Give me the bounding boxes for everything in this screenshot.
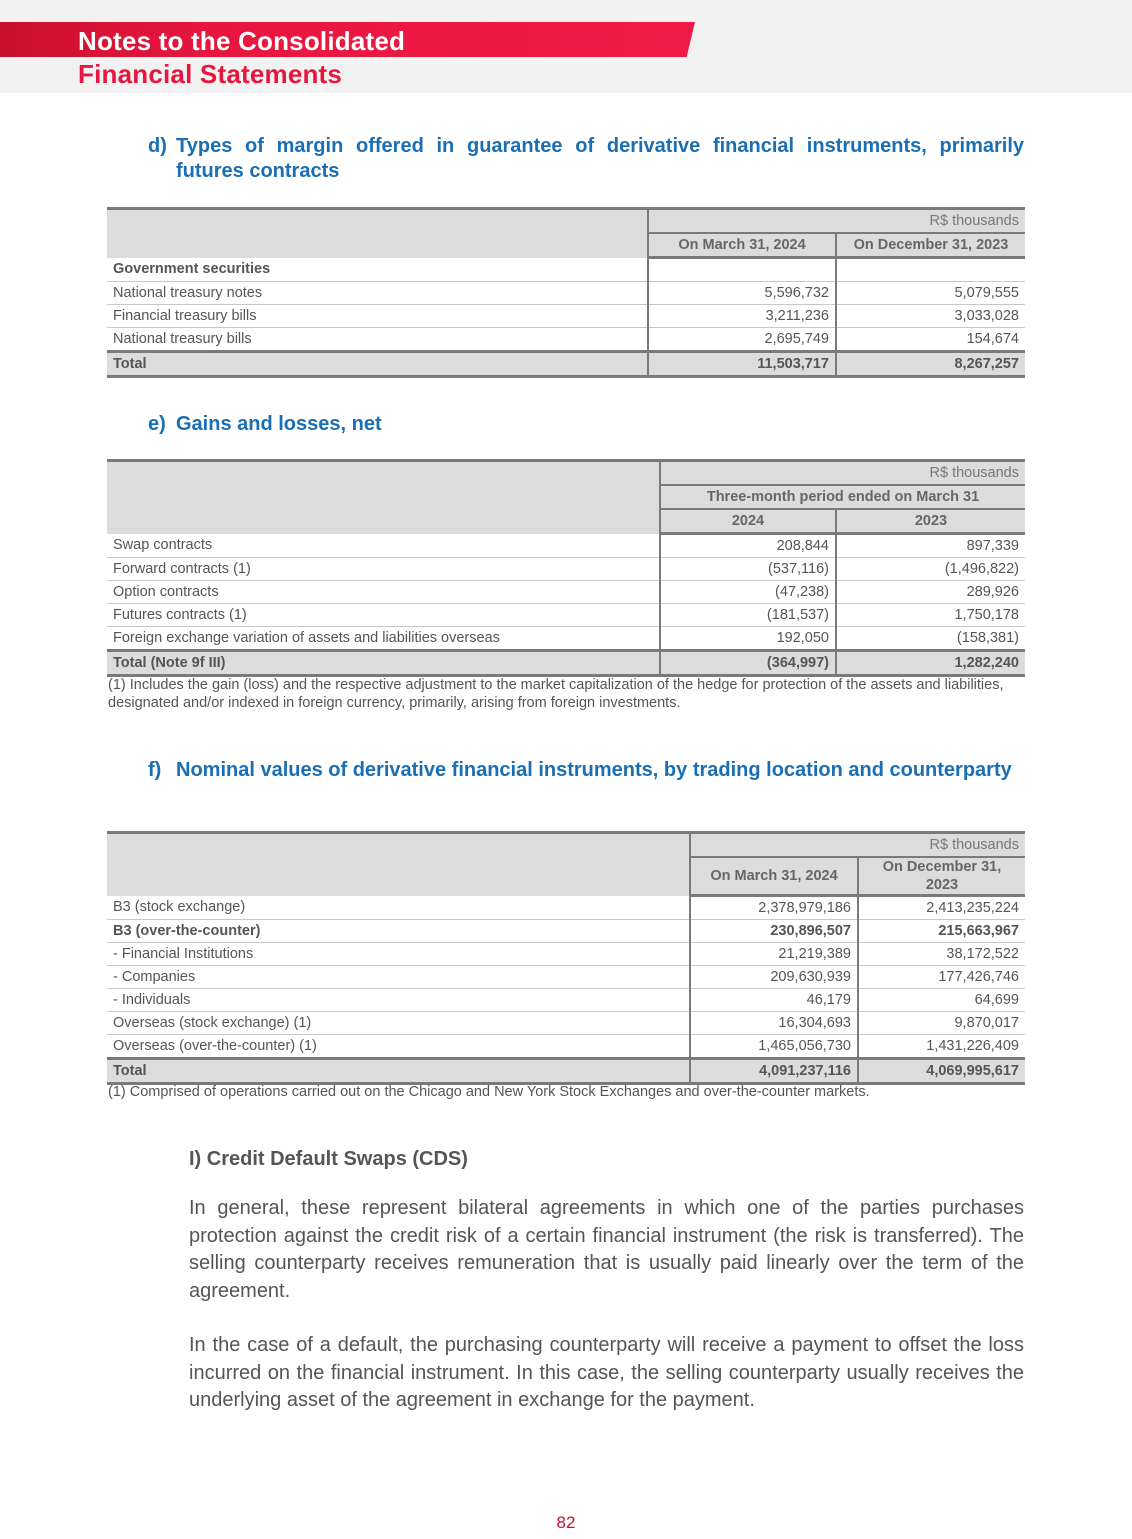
page-number: 82 <box>556 1513 576 1532</box>
total-value-2024: (364,997) <box>660 651 836 676</box>
row-value-2023: 3,033,028 <box>836 305 1025 328</box>
cds-paragraph-1: In general, these represent bilateral agreements in which one of the parties purchases protection against the credit risk of a certain financial instrument (the risk is transferred). The selling counterparty receives remuneration that is usually paid linearly over the term of the agreement. <box>189 1197 1024 1302</box>
cds-heading: I) Credit Default Swaps (CDS) <box>189 1148 468 1170</box>
table-d-col-1: On March 31, 2024 <box>648 233 836 258</box>
section-e-footnote: (1) Includes the gain (loss) and the respective adjustment to the market capitalization of the hedge for protection of the assets and liabilities, designated and/or indexed in foreign currency, primarily, arising from foreign investments. <box>108 677 1004 711</box>
row-label: - Individuals <box>107 989 690 1012</box>
table-d-header-blank <box>107 209 648 258</box>
total-label: Total (Note 9f III) <box>107 651 660 676</box>
row-value-2023: 154,674 <box>836 328 1025 352</box>
row-label: - Financial Institutions <box>107 943 690 966</box>
row-label: B3 (over-the-counter) <box>107 920 690 943</box>
table-row <box>107 627 1025 651</box>
row-label: Overseas (stock exchange) (1) <box>107 1012 690 1035</box>
table-row <box>107 896 1025 920</box>
row-value-2024: 5,596,732 <box>648 282 836 305</box>
nominal-values-table <box>107 831 1025 1085</box>
table-e-header-blank <box>107 461 660 534</box>
row-label: National treasury bills <box>107 328 648 352</box>
row-value-2024: 16,304,693 <box>690 1012 858 1035</box>
table-row <box>107 581 1025 604</box>
row-value-2023: 64,699 <box>858 989 1025 1012</box>
row-label: Foreign exchange variation of assets and liabilities overseas <box>107 627 660 651</box>
row-value-2024: 3,211,236 <box>648 305 836 328</box>
row-label: National treasury notes <box>107 282 648 305</box>
row-value-2023: 1,750,178 <box>836 604 1025 627</box>
row-value-2023: 2,413,235,224 <box>858 896 1025 920</box>
section-e-heading: Gains and losses, net <box>176 413 382 435</box>
table-row <box>107 966 1025 989</box>
table-row <box>107 604 1025 627</box>
row-value-2023: (158,381) <box>836 627 1025 651</box>
table-d-col-2: On December 31, 2023 <box>836 233 1025 258</box>
gains-losses-table <box>107 459 1025 677</box>
section-f-title <box>148 758 1024 783</box>
row-value-2023: 289,926 <box>836 581 1025 604</box>
row-value-2024: 46,179 <box>690 989 858 1012</box>
table-e-unit: R$ thousands <box>660 461 1025 486</box>
table-row <box>107 1035 1025 1059</box>
table-f-header-blank <box>107 833 690 896</box>
table-row <box>107 989 1025 1012</box>
row-label: Futures contracts (1) <box>107 604 660 627</box>
row-value-2024: 2,695,749 <box>648 328 836 352</box>
table-e-col-1: 2024 <box>660 509 836 534</box>
table-f-col-2: On December 31, 2023 <box>858 857 1025 896</box>
header-title-line1: Notes to the Consolidated <box>78 26 406 56</box>
total-value-2023: 1,282,240 <box>836 651 1025 676</box>
table-e-col-2: 2023 <box>836 509 1025 534</box>
total-value-2024: 11,503,717 <box>648 352 836 377</box>
row-label: Option contracts <box>107 581 660 604</box>
table-row <box>107 282 1025 305</box>
table-row <box>107 1012 1025 1035</box>
row-value-2024: 192,050 <box>660 627 836 651</box>
table-total-row <box>107 1059 1025 1084</box>
total-value-2024: 4,091,237,116 <box>690 1059 858 1084</box>
section-d-label: d) <box>148 135 167 157</box>
row-label: B3 (stock exchange) <box>107 896 690 920</box>
table-row <box>107 558 1025 581</box>
section-e-label: e) <box>148 413 166 435</box>
table-f-unit: R$ thousands <box>690 833 1025 858</box>
row-label: Swap contracts <box>107 534 660 558</box>
total-value-2023: 4,069,995,617 <box>858 1059 1025 1084</box>
row-value-2024: 1,465,056,730 <box>690 1035 858 1059</box>
row-value-2023: 177,426,746 <box>858 966 1025 989</box>
section-f-label: f) <box>148 759 162 781</box>
table-row <box>107 534 1025 558</box>
row-value-2023: 9,870,017 <box>858 1012 1025 1035</box>
row-value-2024: 2,378,979,186 <box>690 896 858 920</box>
table-total-row <box>107 352 1025 377</box>
row-value-2023 <box>836 258 1025 282</box>
row-label: Overseas (over-the-counter) (1) <box>107 1035 690 1059</box>
section-f-heading: Nominal values of derivative financial instruments, by trading location and counterparty <box>176 759 1012 781</box>
row-value-2024: (181,537) <box>660 604 836 627</box>
table-row <box>107 305 1025 328</box>
row-value-2023: 5,079,555 <box>836 282 1025 305</box>
total-label: Total <box>107 352 648 377</box>
section-d-title <box>148 134 1024 184</box>
row-value-2024 <box>648 258 836 282</box>
table-row <box>107 920 1025 943</box>
row-value-2024: 21,219,389 <box>690 943 858 966</box>
table-row <box>107 328 1025 352</box>
row-value-2024: (537,116) <box>660 558 836 581</box>
row-value-2024: 209,630,939 <box>690 966 858 989</box>
row-value-2024: 230,896,507 <box>690 920 858 943</box>
row-value-2023: 38,172,522 <box>858 943 1025 966</box>
row-label: Financial treasury bills <box>107 305 648 328</box>
row-label: Government securities <box>107 258 648 282</box>
section-d-heading: Types of margin offered in guarantee of derivative financial instruments, primarily futures contracts <box>176 135 1024 182</box>
total-label: Total <box>107 1059 690 1084</box>
table-f-col-1: On March 31, 2024 <box>690 857 858 896</box>
section-f-footnote: (1) Comprised of operations carried out on the Chicago and New York Stock Exchanges and over-the-counter markets. <box>108 1084 870 1100</box>
margin-guarantee-table <box>107 207 1025 378</box>
row-value-2023: 897,339 <box>836 534 1025 558</box>
table-e-period: Three-month period ended on March 31 <box>660 485 1025 509</box>
table-total-row <box>107 651 1025 676</box>
row-value-2024: (47,238) <box>660 581 836 604</box>
section-e-title <box>148 412 1024 437</box>
table-d-unit: R$ thousands <box>648 209 1025 234</box>
row-value-2023: 1,431,226,409 <box>858 1035 1025 1059</box>
row-value-2023: (1,496,822) <box>836 558 1025 581</box>
row-label: Forward contracts (1) <box>107 558 660 581</box>
table-row <box>107 258 1025 282</box>
cds-paragraph-2: In the case of a default, the purchasing counterparty will receive a payment to offset the loss incurred on the financial instrument. In this case, the selling counterparty usually receives the underlying asset of the agreement in exchange for the payment. <box>189 1334 1024 1411</box>
row-value-2024: 208,844 <box>660 534 836 558</box>
row-label: - Companies <box>107 966 690 989</box>
header-title-line2: Financial Statements <box>78 59 343 89</box>
row-value-2023: 215,663,967 <box>858 920 1025 943</box>
table-row <box>107 943 1025 966</box>
total-value-2023: 8,267,257 <box>836 352 1025 377</box>
